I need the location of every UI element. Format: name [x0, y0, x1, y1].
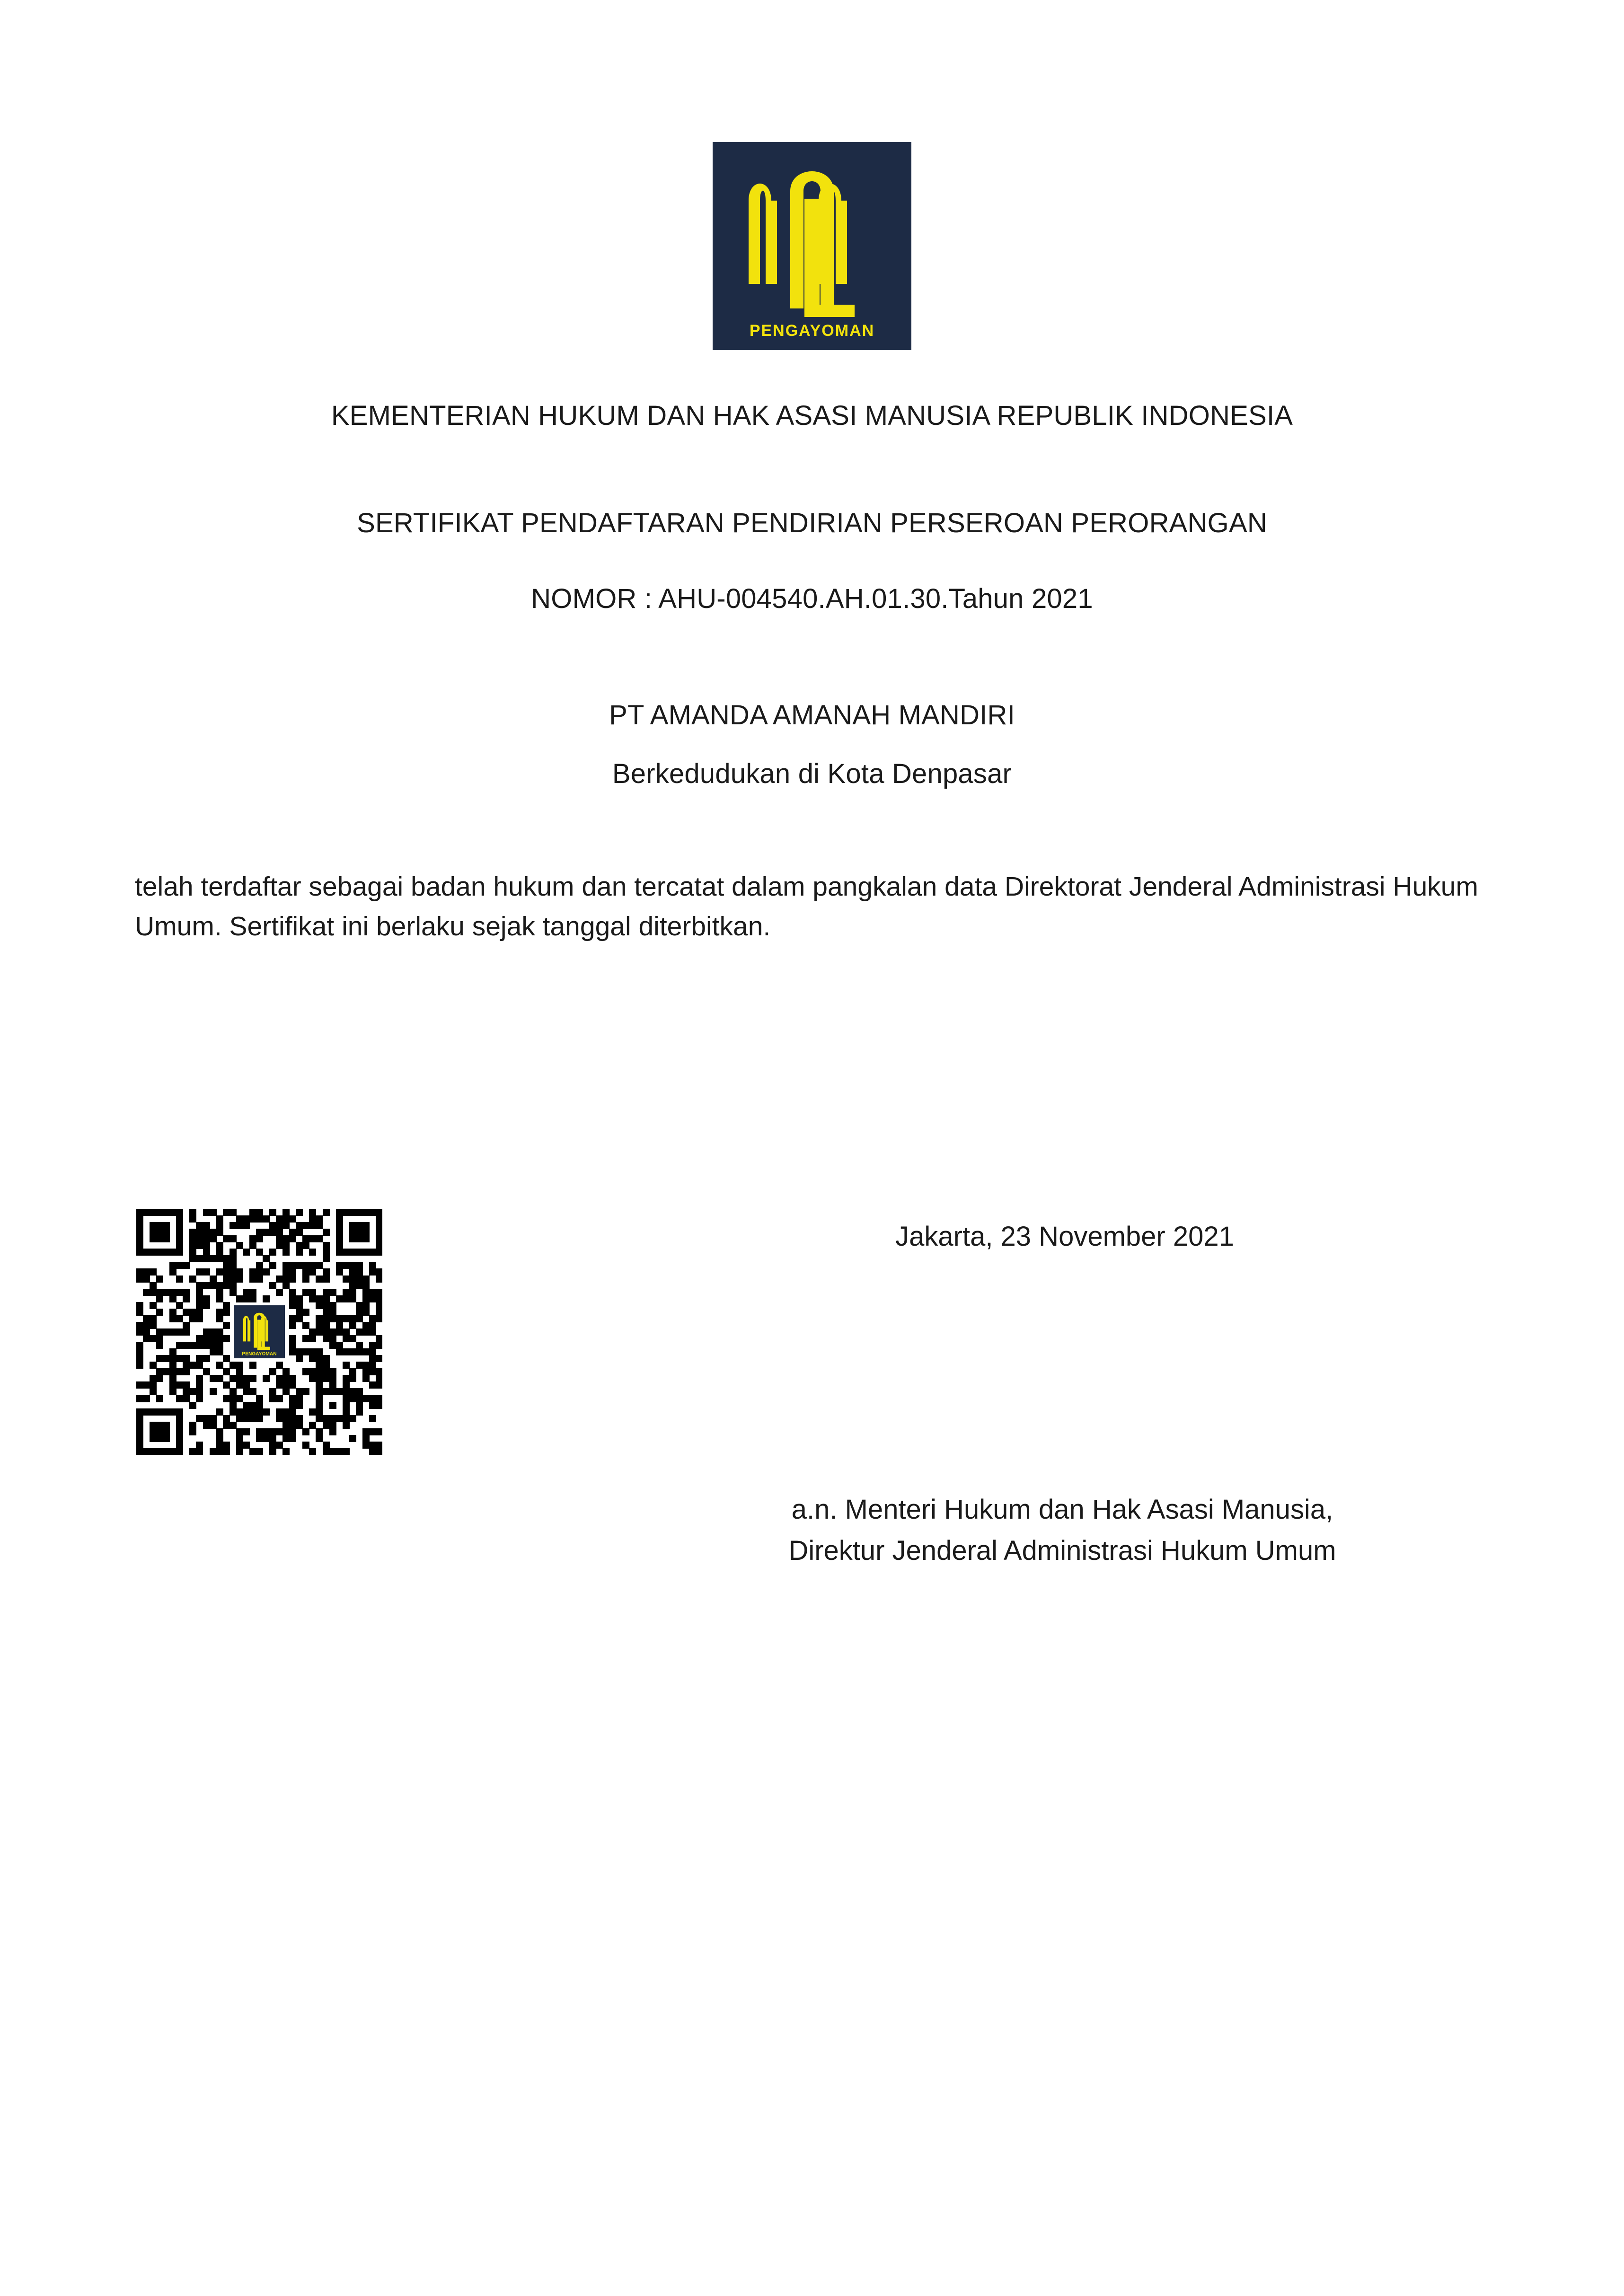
pengayoman-logo-icon: [713, 142, 911, 350]
signatory-line-1: a.n. Menteri Hukum dan Hak Asasi Manusia,: [791, 1494, 1333, 1525]
certificate-number: NOMOR : AHU-004540.AH.01.30.Tahun 2021: [531, 583, 1093, 614]
place-and-date: Jakarta, 23 November 2021: [895, 1221, 1234, 1252]
signatory-line-2: Direktur Jenderal Administrasi Hukum Umum: [788, 1535, 1336, 1566]
svg-text:PENGAYOMAN: PENGAYOMAN: [749, 322, 875, 340]
ministry-heading: KEMENTERIAN HUKUM DAN HAK ASASI MANUSIA REPUBLIK INDONESIA: [331, 400, 1293, 431]
qr-center-pengayoman-logo-icon: [234, 1305, 285, 1358]
certificate-title: SERTIFIKAT PENDAFTARAN PENDIRIAN PERSEROAN PERORANGAN: [357, 508, 1267, 538]
qr-code-icon[interactable]: [136, 1209, 382, 1455]
body-paragraph: telah terdaftar sebagai badan hukum dan tercatat dalam pangkalan data Direktorat Jenderal Administrasi Hukum Umum. Sertifikat ini berlaku sejak tanggal diterbitkan.: [135, 871, 1478, 941]
emblem-container: [0, 142, 1624, 350]
company-name: PT AMANDA AMANAH MANDIRI: [609, 700, 1015, 730]
svg-text:PENGAYOMAN: PENGAYOMAN: [242, 1351, 277, 1357]
signatory-block: [629, 1490, 1495, 1570]
company-domicile: Berkedudukan di Kota Denpasar: [612, 758, 1012, 789]
